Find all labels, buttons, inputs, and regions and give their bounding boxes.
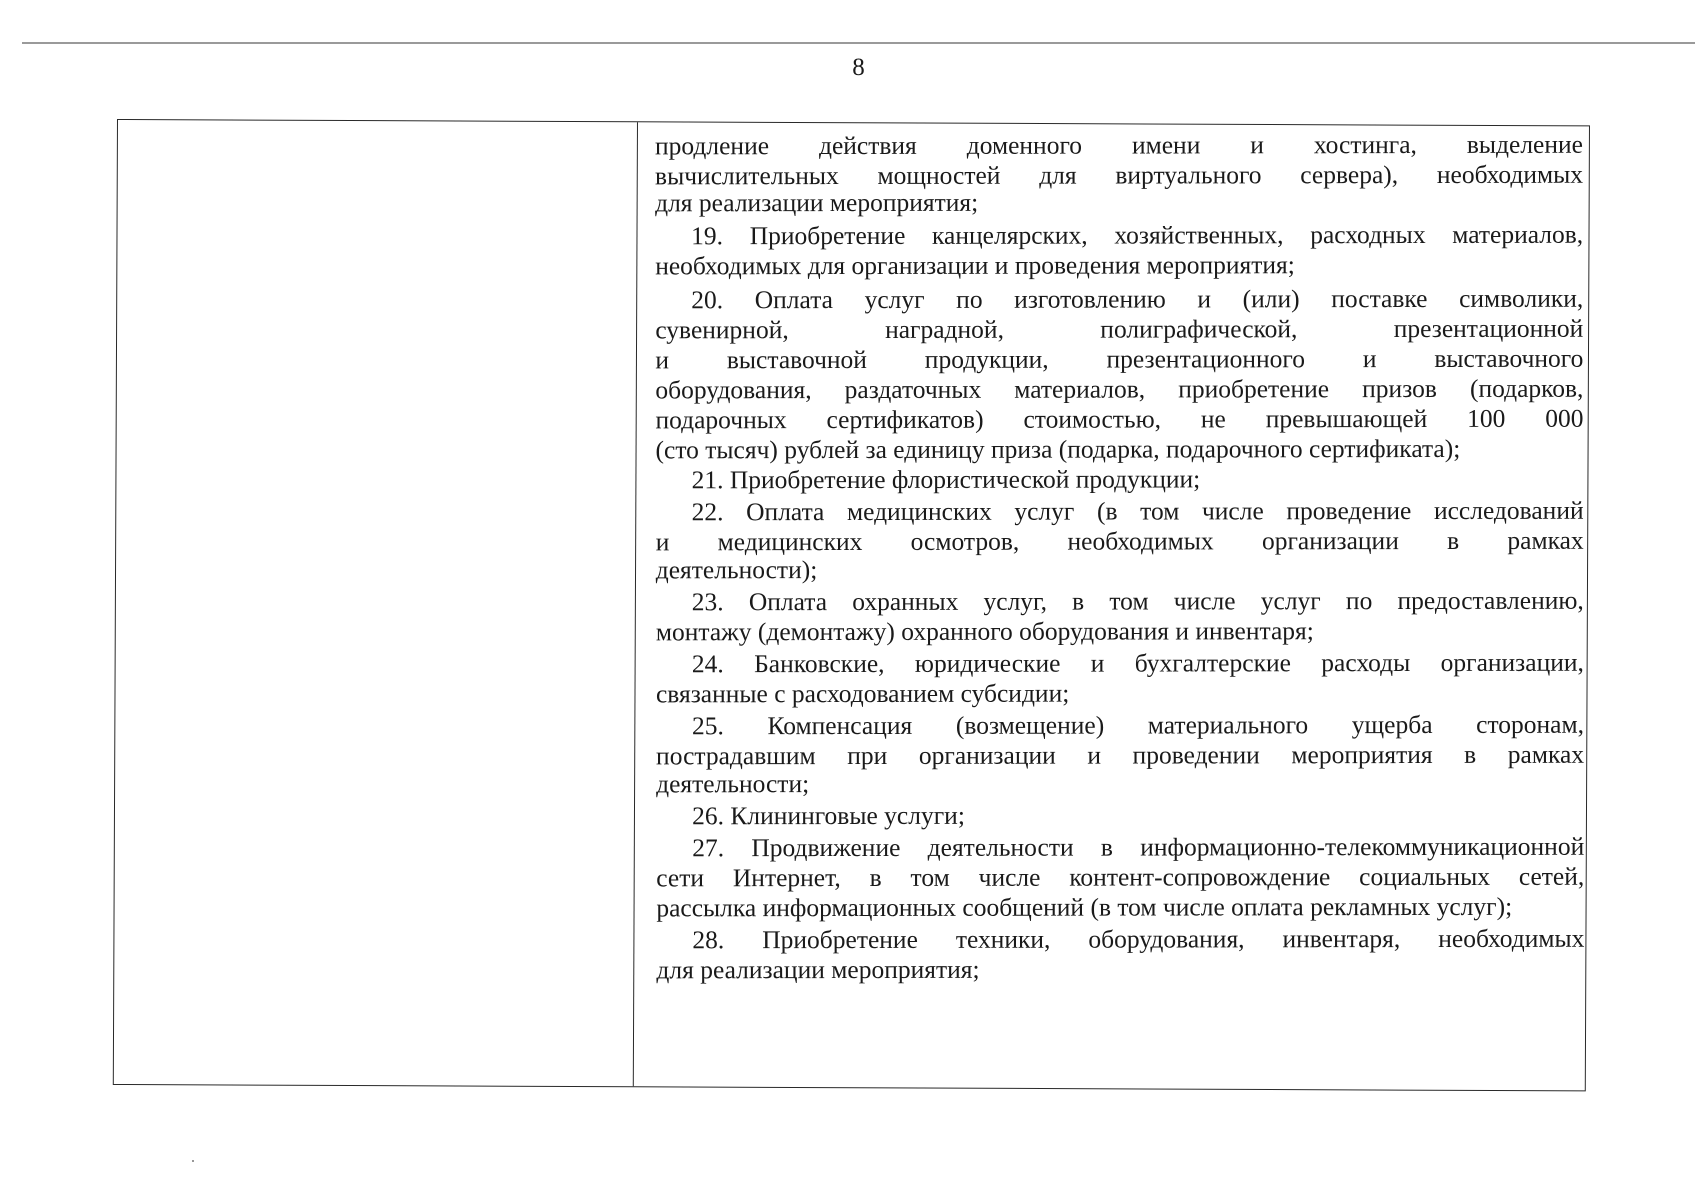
item-20-line-6: (сто тысяч) рублей за единицу приза (подарка, подарочного сертификата); bbox=[655, 433, 1461, 465]
text-line-3: для реализации мероприятия; bbox=[655, 187, 979, 218]
item-23-line-2: монтажу (демонтажу) охранного оборудования и инвентаря; bbox=[655, 616, 1314, 647]
item-24-line-2: связанные с расходованием субсидии; bbox=[655, 678, 1070, 709]
item-20-line-1: 20. Оплата услуг по изготовлению и (или) поставке символики, bbox=[691, 283, 1584, 315]
item-22-line-3: деятельности); bbox=[655, 555, 818, 585]
item-23-line-1: 23. Оплата охранных услуг, в том числе услуг по предоставлению, bbox=[691, 585, 1584, 617]
item-21-line-1: 21. Приобретение флористической продукции; bbox=[691, 464, 1201, 495]
item-19-line-1: 19. Приобретение канцелярских, хозяйственных, расходных материалов, bbox=[691, 219, 1584, 251]
item-27-line-3: рассылка информационных сообщений (в том числе оплата рекламных услуг); bbox=[656, 891, 1513, 923]
item-24-line-1: 24. Банковские, юридические и бухгалтерские расходы организации, bbox=[691, 647, 1584, 679]
item-22-line-2: и медицинских осмотров, необходимых организации в рамках bbox=[655, 525, 1584, 557]
item-19-line-2: необходимых для организации и проведения мероприятия; bbox=[655, 250, 1295, 281]
table-right-cell bbox=[654, 129, 1585, 985]
item-20-line-4: оборудования, раздаточных материалов, приобретение призов (подарков, bbox=[655, 373, 1584, 405]
item-20-line-3: и выставочной продукции, презентационного и выставочного bbox=[655, 343, 1584, 375]
item-20-line-5: подарочных сертификатов) стоимостью, не превышающей 100 000 bbox=[655, 403, 1584, 435]
header-rule bbox=[22, 42, 1695, 44]
document-table bbox=[113, 119, 1590, 1091]
item-20-line-2: сувенирной, наградной, полиграфической, презентационной bbox=[655, 313, 1584, 345]
scan-speck bbox=[192, 1160, 194, 1162]
item-25-line-2: пострадавшим при организации и проведении мероприятия в рамках bbox=[656, 739, 1585, 771]
item-25-line-3: деятельности; bbox=[656, 769, 810, 799]
table-left-cell bbox=[114, 120, 638, 1086]
item-27-line-2: сети Интернет, в том числе контент-сопровождение социальных сетей, bbox=[656, 861, 1585, 893]
page-number: 8 bbox=[852, 54, 865, 81]
item-26-line-1: 26. Клининговые услуги; bbox=[692, 800, 965, 831]
item-25-line-1: 25. Компенсация (возмещение) материального ущерба сторонам, bbox=[691, 709, 1585, 741]
item-28-line-2: для реализации мероприятия; bbox=[656, 954, 980, 985]
text-line-2: вычислительных мощностей для виртуального сервера), необходимых bbox=[655, 159, 1584, 191]
text-line-1: продление действия доменного имени и хостинга, выделение bbox=[654, 129, 1584, 161]
item-22-line-1: 22. Оплата медицинских услуг (в том числе проведение исследований bbox=[691, 495, 1584, 527]
item-27-line-1: 27. Продвижение деятельности в информационно-телекоммуникационной bbox=[692, 831, 1585, 863]
item-28-line-1: 28. Приобретение техники, оборудования, инвентаря, необходимых bbox=[692, 923, 1585, 955]
